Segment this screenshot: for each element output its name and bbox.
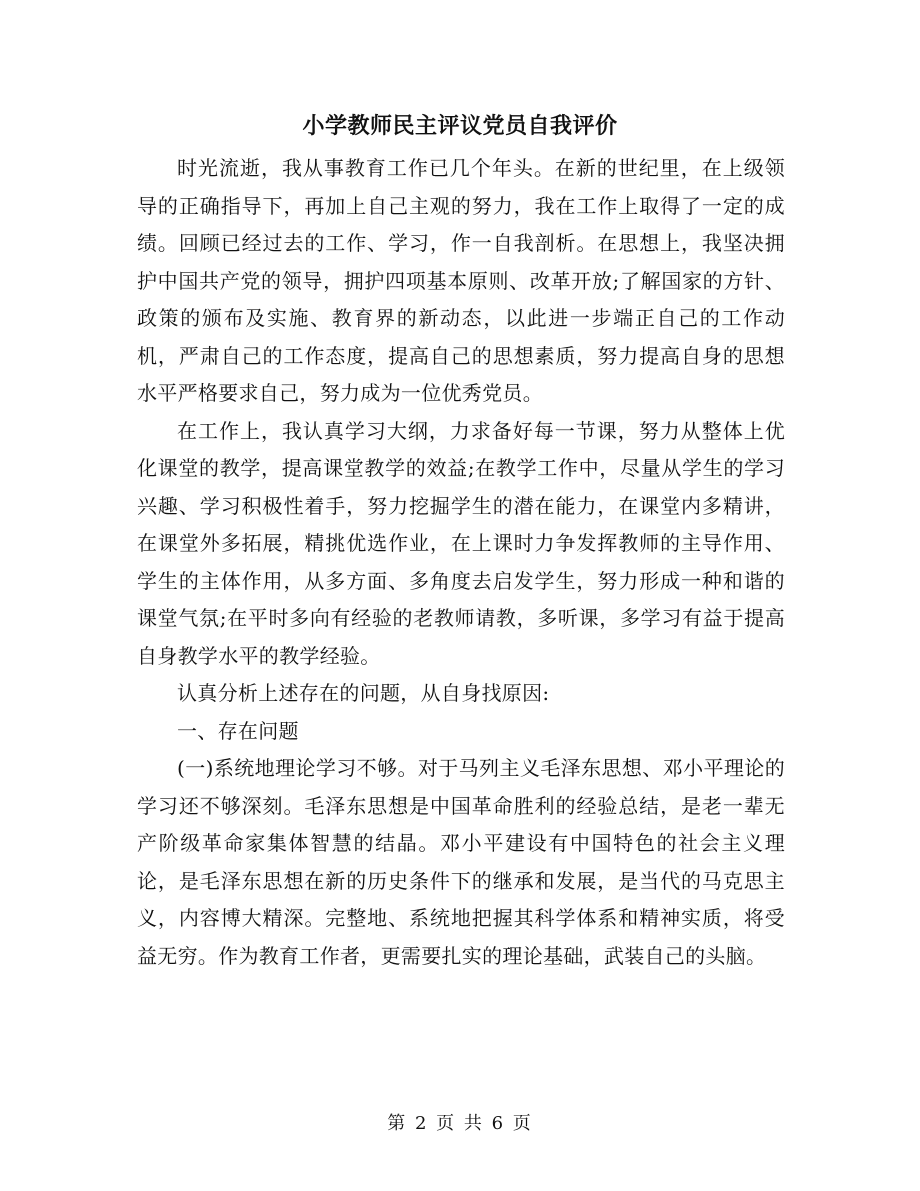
page-number-footer: 第 2 页 共 6 页 bbox=[387, 1113, 533, 1134]
section-heading-problems: 一、存在问题 bbox=[177, 718, 299, 743]
document-title: 小学教师民主评议党员自我评价 bbox=[302, 113, 618, 139]
paragraph-3: 认真分析上述存在的问题，从自身找原因: bbox=[177, 681, 550, 705]
paragraph-5: (一)系统地理论学习不够。对于马列主义毛泽东思想、邓小平理论的学习还不够深刻。毛泽东思想是中国革命胜利的经验总结，是老一辈无产阶级革命家集体智慧的结晶。邓小平建设有中国特色的社会主义理论，是毛泽东思想在新的历史条件下的继承和发展，是当代的马克思主义，内容博大精深。完整地、系统地把握其科学体系和精神实质，将受益无穷。作为教育工作者，更需要扎实的理论基础，武装自己的头脑。 bbox=[137, 756, 785, 968]
paragraph-1: 时光流逝，我从事教育工作已几个年头。在新的世纪里，在上级领导的正确指导下，再加上自己主观的努力，我在工作上取得了一定的成绩。回顾已经过去的工作、学习，作一自我剖析。在思想上，我坚决拥护中国共产党的领导，拥护四项基本原则、改革开放;了解国家的方针、政策的颁布及实施、教育界的新动态，以此进一步端正自己的工作动机，严肃自己的工作态度，提高自己的思想素质，努力提高自身的思想水平严格要求自己，努力成为一位优秀党员。 bbox=[137, 156, 785, 405]
paragraph-2: 在工作上，我认真学习大纲，力求备好每一节课，努力从整体上优化课堂的教学，提高课堂教学的效益;在教学工作中，尽量从学生的学习兴趣、学习积极性着手，努力挖掘学生的潜在能力，在课堂内多精讲，在课堂外多拓展，精挑优选作业，在上课时力争发挥教师的主导作用、学生的主体作用，从多方面、多角度去启发学生，努力形成一种和谐的课堂气氛;在平时多向有经验的老教师请教，多听课，多学习有益于提高自身教学水平的教学经验。 bbox=[137, 418, 785, 668]
document-body bbox=[137, 150, 785, 975]
